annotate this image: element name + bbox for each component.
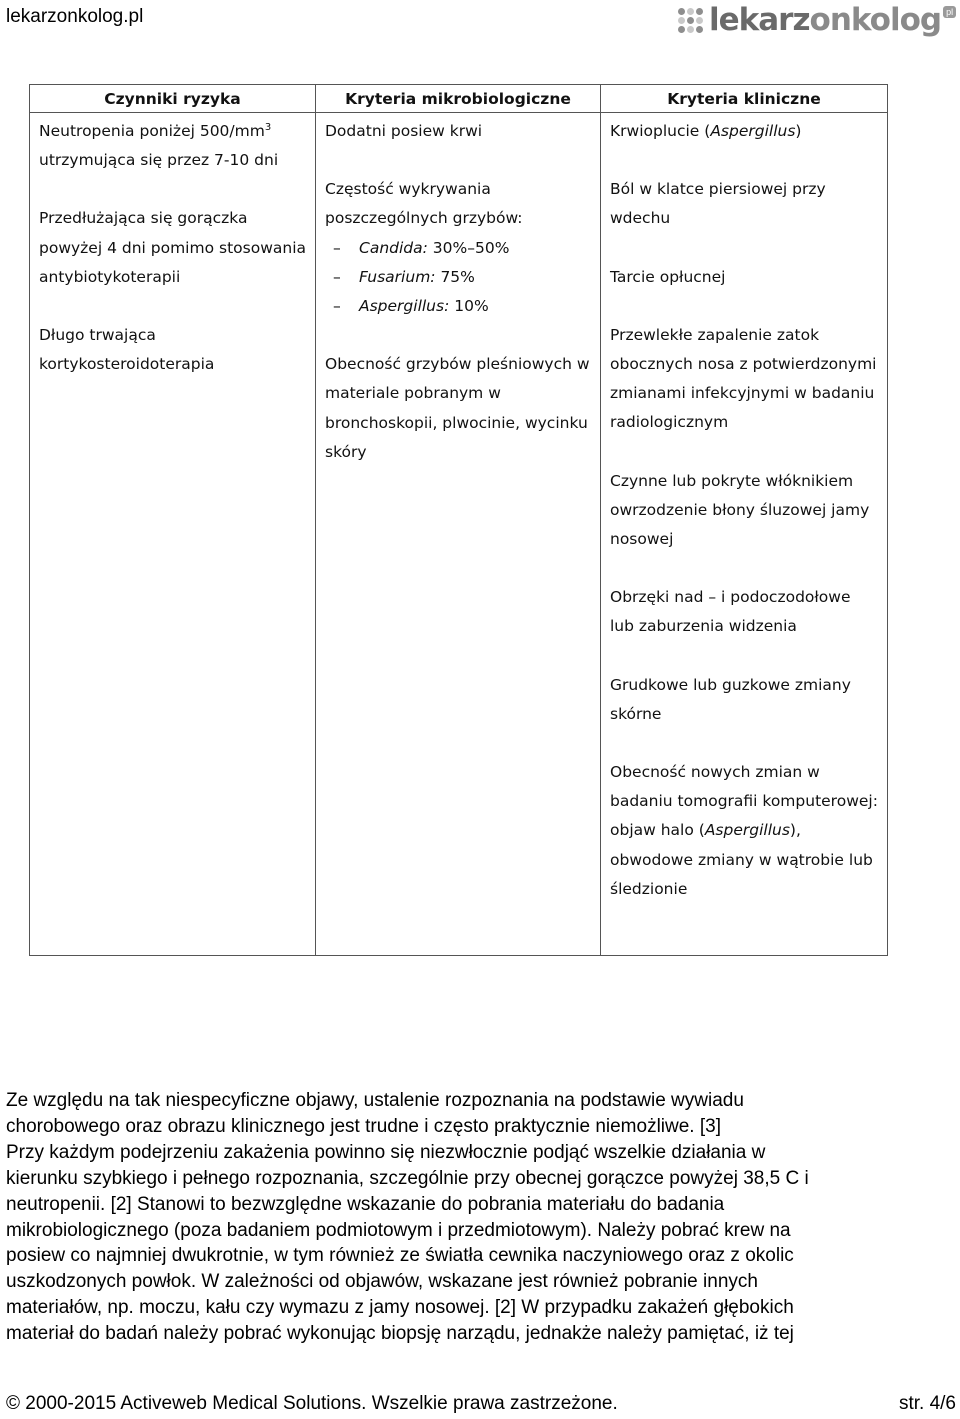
microbiological-cell: [316, 113, 601, 956]
table-row: [30, 113, 888, 956]
list-item: – Candida: 30%–50%: [325, 234, 592, 263]
criteria-table: [29, 84, 888, 956]
copyright-text: © 2000-2015 Activeweb Medical Solutions. Wszelkie prawa zastrzeżone.: [6, 1393, 618, 1414]
body-line: materiał do badań należy pobrać wykonując biopsję narządu, jednakże należy pamiętać, iż tej: [6, 1323, 794, 1345]
logo-badge: pl: [943, 6, 956, 18]
clinical-cell: [601, 113, 888, 956]
logo-text: lekarzonkolog: [709, 1, 942, 38]
risk-item-neutropenia: Neutropenia poniżej $500/mm^3$ utrzymująca się przez 7-10 dni: [39, 121, 279, 170]
clinical-item-pleural-rub: Tarcie opłucnej: [610, 267, 726, 286]
header-clinical-criteria: Kryteria kliniczne: [601, 85, 888, 113]
clinical-item-sinusitis: Przewlekłe zapalenie zatok obocznych nosa z potwierdzonymi zmianami infekcyjnymi w badaniu radiologicznym: [610, 325, 877, 432]
micro-item-molds: Obecność grzybów pleśniowych w materiale pobranym w bronchoskopii, plwocinie, wycinku skóry: [325, 355, 590, 461]
clinical-item-ct-findings: Obecność nowych zmian w badaniu tomografii komputerowej: objaw halo (Aspergillus), obwodowe zmiany w wątrobie lub śledzionie: [610, 763, 878, 898]
clinical-item-ulceration: Czynne lub pokryte włóknikiem owrzodzenie błony śluzowej jamy nosowej: [610, 471, 870, 549]
body-text: [6, 1088, 946, 1347]
fungi-list: [325, 234, 592, 322]
header-microbiological-criteria: Kryteria mikrobiologiczne: [316, 85, 601, 113]
risk-item-corticosteroids: Długo trwająca kortykosteroidoterapia: [39, 326, 215, 374]
risk-factors-cell: [30, 113, 316, 956]
site-logo[interactable]: [678, 0, 960, 40]
list-item: – Fusarium: 75%: [325, 263, 592, 292]
site-name: lekarzonkolog.pl: [6, 6, 144, 27]
body-line: mikrobiologicznego (poza badaniem podmiotowym i przedmiotowym). Należy pobrać krew na: [6, 1219, 791, 1241]
table-header-row: [30, 85, 888, 113]
body-line: chorobowego oraz obrazu klinicznego jest trudne i często praktycznie niemożliwe. [3]: [6, 1115, 721, 1137]
page-number: str. 4/6: [898, 1393, 956, 1414]
micro-item-detection-rate: Częstość wykrywania poszczególnych grzybów:: [325, 180, 523, 228]
clinical-item-chest-pain: Ból w klatce piersiowej przy wdechu: [610, 180, 826, 228]
body-line: posiew co najmniej dwukrotnie, w tym również ze światła cewnika naczyniowego oraz z okolic: [6, 1245, 794, 1267]
body-line: materiałów, np. moczu, kału czy wymazu z jamy nosowej. [2] W przypadku zakażeń głębokich: [6, 1297, 794, 1319]
micro-item-blood-culture: Dodatni posiew krwi: [325, 122, 483, 140]
clinical-item-edema: Obrzęki nad – i podoczodołowe lub zaburzenia widzenia: [610, 588, 851, 636]
body-line: Ze względu na tak niespecyficzne objawy, ustalenie rozpoznania na podstawie wywiadu: [6, 1090, 744, 1111]
body-line: neutropenii. [2] Stanowi to bezwzględne wskazanie do pobrania materiału do badania: [6, 1193, 725, 1215]
risk-item-fever: Przedłużająca się gorączka powyżej 4 dni pomimo stosowania antybiotykoterapii: [39, 209, 306, 286]
page-footer: [6, 1393, 956, 1415]
body-line: uszkodzonych powłok. W zależności od objawów, wskazane jest również pobranie innych: [6, 1271, 758, 1293]
clinical-item-hemoptysis: Krwioplucie (Aspergillus): [610, 122, 802, 140]
body-line: Przy każdym podejrzeniu zakażenia powinno się niezwłocznie podjąć wszelkie działania w: [6, 1141, 766, 1163]
list-item: – Aspergillus: 10%: [325, 292, 592, 321]
dots-grid-icon: [678, 8, 703, 33]
header-risk-factors: Czynniki ryzyka: [30, 85, 316, 113]
body-line: kierunku szybkiego i pełnego rozpoznania, szczególnie przy obecnej gorączce powyżej 38,5 C i: [6, 1167, 809, 1189]
clinical-item-skin-lesions: Grudkowe lub guzkowe zmiany skórne: [610, 675, 851, 723]
